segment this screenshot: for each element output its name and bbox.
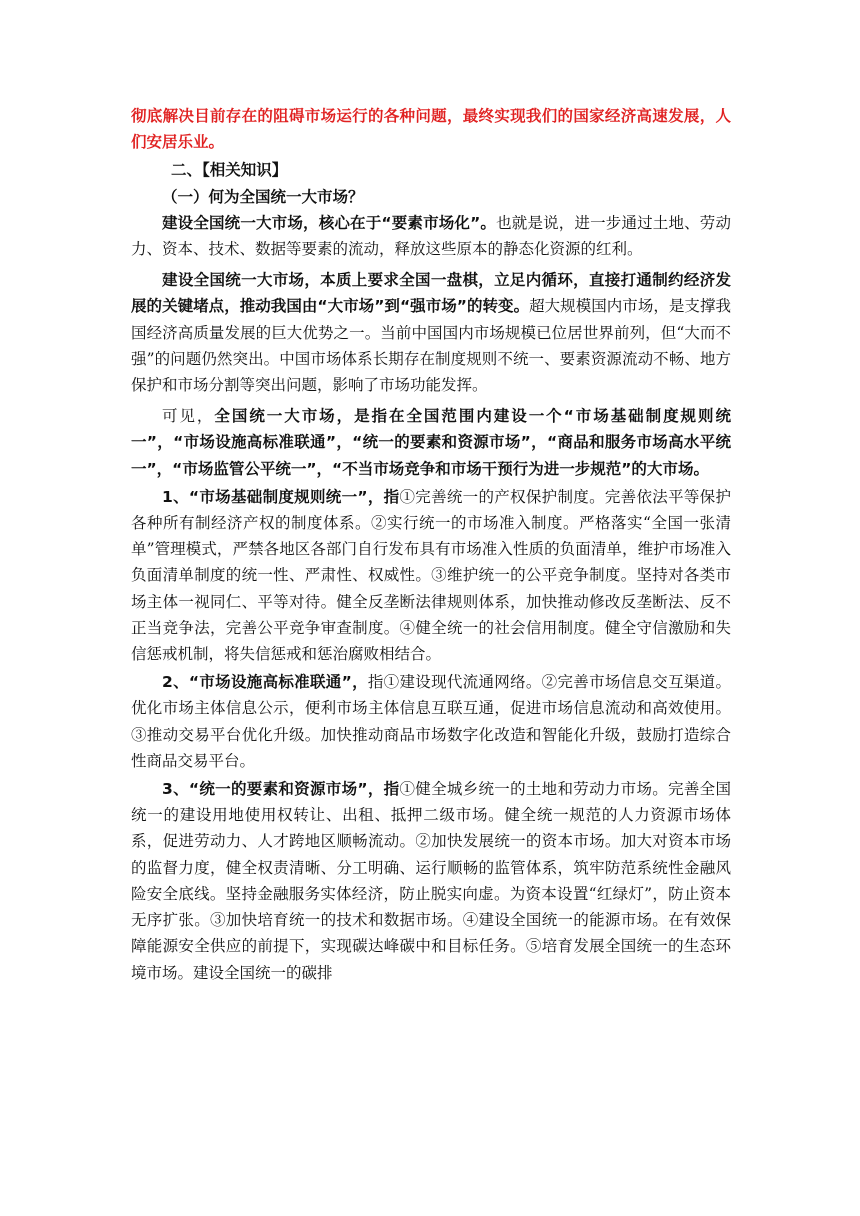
list-item-1-text: ①完善统一的产权保护制度。完善依法平等保护各种所有制经济产权的制度体系。②实行统一的市场准入制度。严格落实“全国一张清单”管理模式，严禁各地区各部门自行发布具有市场准入性质的负面清单，维护市场准入负面清单制度的统一性、严肃性、权威性。③维护统一的公平竞争制度。坚持对各类市场主体一视同仁、平等对待。健全反垄断法律规则体系，加快推动修改反垄断法、反不正当竞争法，完善公平竞争审查制度。④健全统一的社会信用制度。健全守信激励和失信惩戒机制，将失信惩戒和惩治腐败相结合。 — [131, 487, 731, 664]
document-page — [131, 103, 731, 986]
paragraph-core-text: 也就是说，进一步通过土地、劳动力、资本、技术、数据等要素的流动，释放这些原本的静态化资源的红利。 — [131, 213, 731, 259]
list-item-1 — [131, 484, 731, 667]
intro-red-text: 彻底解决目前存在的阻碍市场运行的各种问题，最终实现我们的国家经济高速发展，人们安居乐业。 — [131, 107, 731, 152]
paragraph-definition-bold: 全国统一大市场，是指在全国范围内建设一个“市场基础制度规则统一”，“市场设施高标准联通”，“统一的要素和资源市场”，“商品和服务市场高水平统一”，“市场监管公平统一”，“不当市场竞争和市场干预行为进一步规范”的大市场。 — [131, 407, 731, 478]
list-item-2-title: 2、“市场设施高标准联通”， — [162, 673, 368, 692]
paragraph-definition — [131, 403, 731, 482]
paragraph-essence-text: 超大规模国内市场，是支撑我国经济高质量发展的巨大优势之一。当前中国国内市场规模已位居世界前列，但“大而不强”的问题仍然突出。中国市场体系长期存在制度规则不统一、要素资源流动不畅、地方保护和市场分割等突出问题，影响了市场功能发挥。 — [131, 297, 731, 395]
list-item-2-text: 指①建设现代流通网络。②完善市场信息交互渠道。优化市场主体信息公示，便利市场主体信息互联互通，促进市场信息流动和高效使用。③推动交易平台优化升级。加快推动商品市场数字化改造和智能化升级，鼓励打造综合性商品交易平台。 — [131, 673, 731, 770]
paragraph-essence-bold: 建设全国统一大市场，本质上要求全国一盘棋，立足内循环，直接打通制约经济发展的关键堵点，推动我国由“大市场”到“强市场”的转变。 — [131, 271, 731, 316]
list-item-2 — [131, 669, 731, 774]
list-item-1-title: 1、“市场基础制度规则统一”，指 — [162, 487, 400, 506]
paragraph-core — [131, 210, 731, 262]
paragraph-definition-lead: 可见， — [162, 407, 215, 426]
paragraph-essence — [131, 267, 731, 398]
list-item-3-text: ①健全城乡统一的土地和劳动力市场。完善全国统一的建设用地使用权转让、出租、抵押二级市场。健全统一规范的人力资源市场体系，促进劳动力、人才跨地区顺畅流动。②加快发展统一的资本市场。加大对资本市场的监督力度，健全权责清晰、分工明确、运行顺畅的监管体系，筑牢防范系统性金融风险安全底线。坚持金融服务实体经济，防止脱实向虚。为资本设置“红绿灯”，防止资本无序扩张。③加快培育统一的技术和数据市场。④建设全国统一的能源市场。在有效保障能源安全供应的前提下，实现碳达峰碳中和目标任务。⑤培育发展全国统一的生态环境市场。建设全国统一的碳排 — [131, 780, 731, 982]
intro-red-paragraph — [131, 103, 731, 155]
section-heading: 二、【相关知识】 — [171, 161, 288, 180]
list-item-3 — [131, 776, 731, 986]
subsection-heading: （一）何为全国统一大市场？ — [162, 187, 364, 206]
list-item-3-title: 3、“统一的要素和资源市场”，指 — [162, 780, 400, 799]
paragraph-core-bold: 建设全国统一大市场，核心在于“要素市场化”。 — [162, 213, 497, 232]
